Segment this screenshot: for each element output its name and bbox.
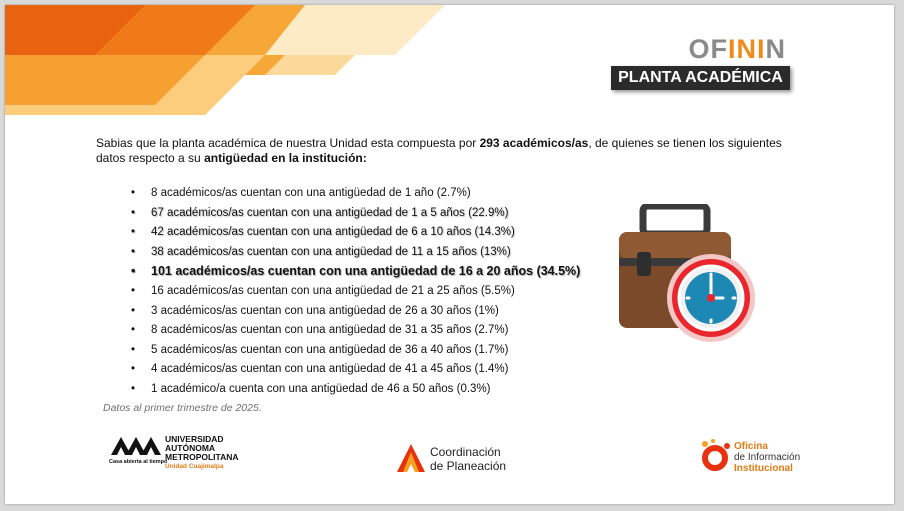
oi-emblem-icon [699,438,733,474]
stat-item: • 42 académicos/as cuentan con una antigüedad de 6 a 10 años (14.3%) [131,223,611,243]
intro-paragraph: Sabias que la planta académica de nuestra Unidad esta compuesta por 293 académicos/as, de quienes se tienen los siguientes datos respecto a su antigüedad en la institución: [96,136,782,165]
stat-item: • 8 académicos/as cuentan con una antigüedad de 1 año (2.7%) [131,184,611,204]
stat-item: • 4 académicos/as cuentan con una antigüedad de 41 a 45 años (1.4%) [131,360,611,380]
slide [5,5,894,504]
stats-list [131,184,611,400]
topic: antigüedad en la institución: [204,151,367,165]
data-note: Datos al primer trimestre de 2025. [103,402,262,414]
section-label: PLANTA ACADÉMICA [611,66,790,90]
stat-item: • 8 académicos/as cuentan con una antigüedad de 31 a 35 años (2.7%) [131,321,611,341]
uam-logo: Casa abierta al tiempo UNIVERSIDAD AUTÓNOMA METROPOLITANA Unidad Cuajimalpa [109,434,239,470]
briefcase-clock-icon [613,204,763,344]
oficina-informacion-logo: Oficina de Información Institucional [699,438,809,478]
total-academics: 293 académicos/as [479,136,589,150]
stat-item: • 1 académico/a cuenta con una antigüedad de 46 a 50 años (0.3%) [131,380,611,400]
decorative-banner [5,5,445,115]
stat-item: • 38 académicos/as cuentan con una antigüedad de 11 a 15 años (13%) [131,243,611,263]
stat-item: • 16 académicos/as cuentan con una antigüedad de 21 a 25 años (5.5%) [131,282,611,302]
stat-item: • 3 académicos/as cuentan con una antigüedad de 26 a 30 años (1%) [131,302,611,322]
flame-icon [395,442,427,474]
coordinacion-planeacion-logo: Coordinación de Planeación [395,442,515,478]
stat-item-highlight: • 101 académicos/as cuentan con una antigüedad de 16 a 20 años (34.5%) [131,262,611,282]
uam-emblem-icon [109,435,163,457]
ofinin-brand: OFININ [688,34,786,64]
stat-item: • 5 académicos/as cuentan con una antigüedad de 36 a 40 años (1.7%) [131,341,611,361]
stat-item: • 67 académicos/as cuentan con una antigüedad de 1 a 5 años (22.9%) [131,204,611,224]
